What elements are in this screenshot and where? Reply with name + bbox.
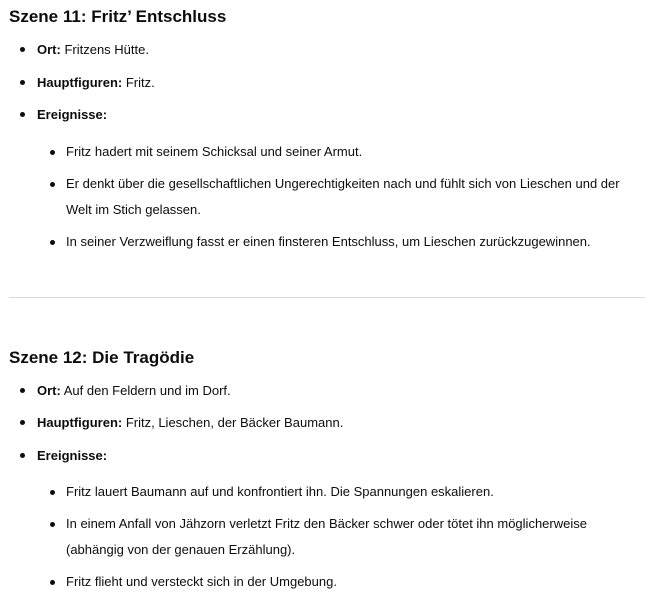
scene-12-event: Fritz lauert Baumann auf und konfrontiert ihn. Die Spannungen eskalieren. <box>66 484 494 499</box>
scene-12-ereignisse <box>37 446 107 466</box>
event-dot <box>50 580 55 585</box>
scene-11-heading <box>9 6 226 28</box>
hauptfiguren-value: Fritz, Lieschen, der Bäcker Baumann. <box>122 415 344 430</box>
bullet-dot <box>20 388 25 393</box>
scene-11-event: Fritz hadert mit seinem Schicksal und seiner Armut. <box>66 144 363 159</box>
ereignisse-label: Ereignisse: <box>37 107 108 122</box>
scene-11-ereignisse <box>37 105 107 125</box>
event-dot <box>50 490 55 495</box>
hauptfiguren-label: Hauptfiguren: <box>37 75 123 90</box>
bullet-dot <box>20 47 25 52</box>
scene-11-prefix: Szene 11: <box>9 7 92 26</box>
bullet-dot <box>20 112 25 117</box>
event-dot <box>50 240 55 245</box>
ort-label: Ort: <box>37 383 61 398</box>
bullet-dot <box>20 80 25 85</box>
section-divider <box>9 297 645 298</box>
event-dot <box>50 182 55 187</box>
scene-11-ort <box>37 40 149 60</box>
ereignisse-label: Ereignisse: <box>37 448 108 463</box>
event-dot <box>50 522 55 527</box>
scene-11-hauptfiguren <box>37 73 155 93</box>
scene-11-event: In seiner Verzweiflung fasst er einen finsteren Entschluss, um Lieschen zurückzugewinnen. <box>66 234 591 249</box>
scene-12-ort <box>37 381 231 401</box>
ort-value: Fritzens Hütte. <box>60 42 149 57</box>
scene-11-title: Fritz’ Entschluss <box>91 7 227 26</box>
scene-12-heading <box>9 347 194 369</box>
scene-12-hauptfiguren <box>37 413 343 433</box>
bullet-dot <box>20 453 25 458</box>
scene-11-event: Er denkt über die gesellschaftlichen Ungerechtigkeiten nach und fühlt sich von Lieschen und der Welt im Stich gelassen. <box>66 176 620 217</box>
ort-label: Ort: <box>37 42 61 57</box>
scene-12-prefix: Szene 12: <box>9 348 93 367</box>
scene-12-event: Fritz flieht und versteckt sich in der Umgebung. <box>66 574 337 589</box>
hauptfiguren-label: Hauptfiguren: <box>37 415 123 430</box>
bullet-dot <box>20 420 25 425</box>
hauptfiguren-value: Fritz. <box>122 75 155 90</box>
scene-12-event: In einem Anfall von Jähzorn verletzt Fritz den Bäcker schwer oder tötet ihn möglicherweise (abhängig von der genauen Erzählung). <box>66 516 587 557</box>
scene-12-title: Die Tragödie <box>92 348 195 367</box>
ort-value: Auf den Feldern und im Dorf. <box>60 383 231 398</box>
event-dot <box>50 150 55 155</box>
